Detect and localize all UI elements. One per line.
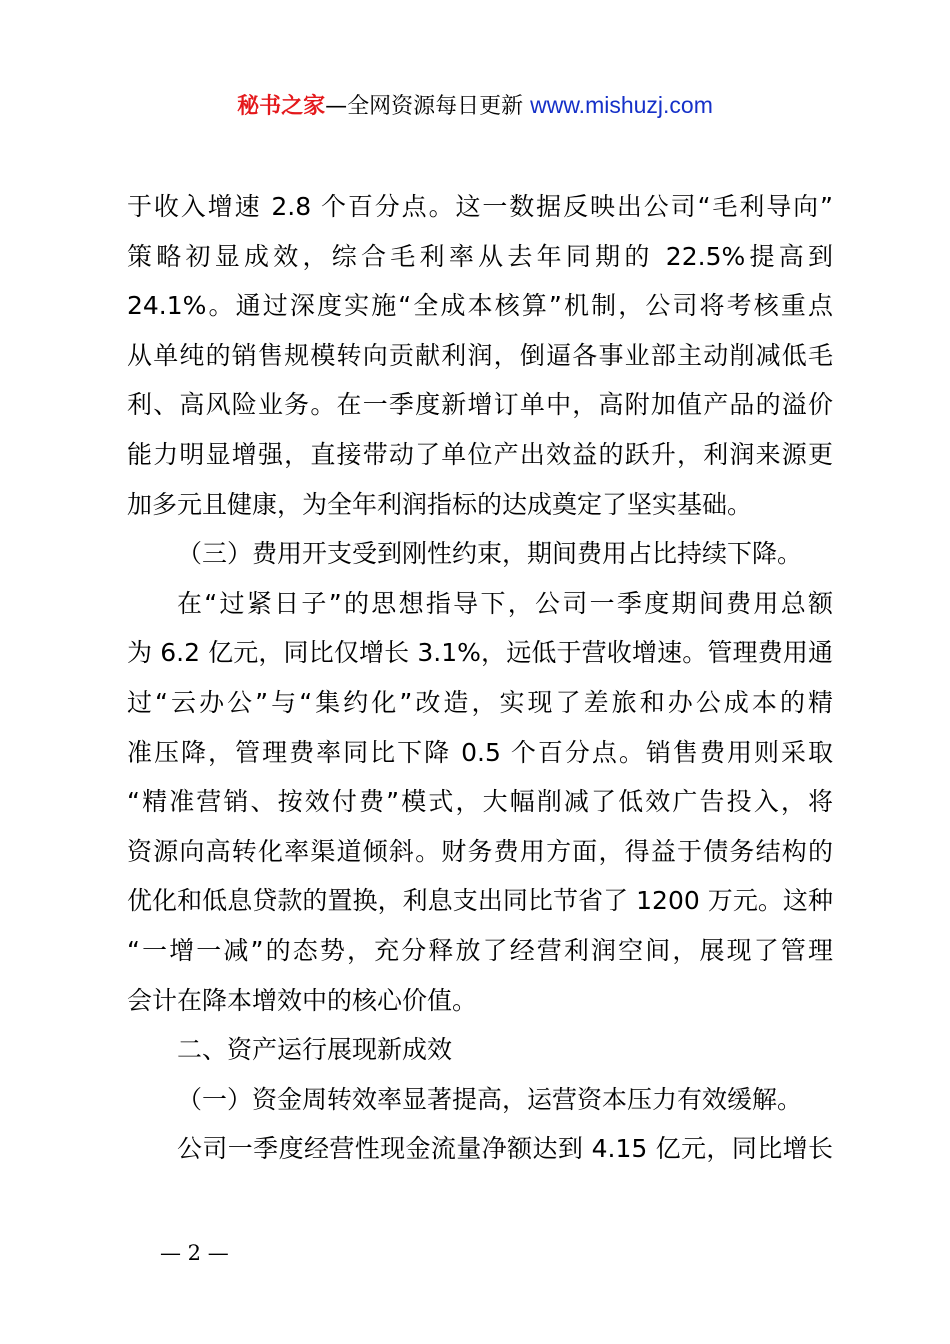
body-line: 于收入增速 2.8 个百分点。这一数据反映出公司“毛利导向” [127, 192, 833, 221]
body-line: 会计在降本增效中的核心价值。 [127, 985, 478, 1015]
body-line: “精准营销、按效付费”模式，大幅削减了低效广告投入，将 [127, 787, 833, 817]
document-body [127, 182, 833, 1174]
body-line: 在“过紧日子”的思想指导下，公司一季度期间费用总额 [177, 588, 833, 618]
body-line: 优化和低息贷款的置换，利息支出同比节省了 1200 万元。这种 [127, 886, 833, 916]
body-line: 加多元且健康，为全年利润指标的达成奠定了坚实基础。 [127, 489, 753, 519]
section-heading: （三）费用开支受到刚性约束，期间费用占比持续下降。 [177, 539, 803, 569]
body-line: 准压降，管理费率同比下降 0.5 个百分点。销售费用则采取 [127, 737, 833, 767]
site-url-link[interactable]: www.mishuzj.com [530, 92, 713, 118]
body-line: “一增一减”的态势，充分释放了经营利润空间，展现了管理 [127, 935, 833, 965]
page-number: — 2 — [160, 1241, 229, 1265]
body-line: 公司一季度经营性现金流量净额达到 4.15 亿元，同比增长 [177, 1134, 833, 1164]
body-line: 策略初显成效，综合毛利率从去年同期的 22.5%提高到 [127, 241, 833, 271]
section-heading: 二、资产运行展现新成效 [177, 1035, 453, 1065]
body-line: 24.1%。通过深度实施“全成本核算”机制，公司将考核重点 [127, 291, 833, 321]
body-line: 为 6.2 亿元，同比仅增长 3.1%，远低于营收增速。管理费用通 [127, 638, 833, 668]
body-line: 过“云办公”与“集约化”改造，实现了差旅和办公成本的精 [127, 687, 833, 717]
body-line: 从单纯的销售规模转向贡献利润，倒逼各事业部主动削减低毛 [127, 340, 833, 370]
subsection-heading: （一）资金周转效率显著提高，运营资本压力有效缓解。 [177, 1084, 803, 1114]
site-header [0, 88, 950, 124]
body-line: 利、高风险业务。在一季度新增订单中，高附加值产品的溢价 [127, 390, 833, 420]
body-line: 能力明显增强，直接带动了单位产出效益的跃升，利润来源更 [127, 439, 833, 469]
brand-name: 秘书之家 [237, 94, 326, 119]
header-tagline: —全网资源每日更新 [325, 94, 531, 119]
body-line: 资源向高转化率渠道倾斜。财务费用方面，得益于债务结构的 [127, 836, 833, 866]
